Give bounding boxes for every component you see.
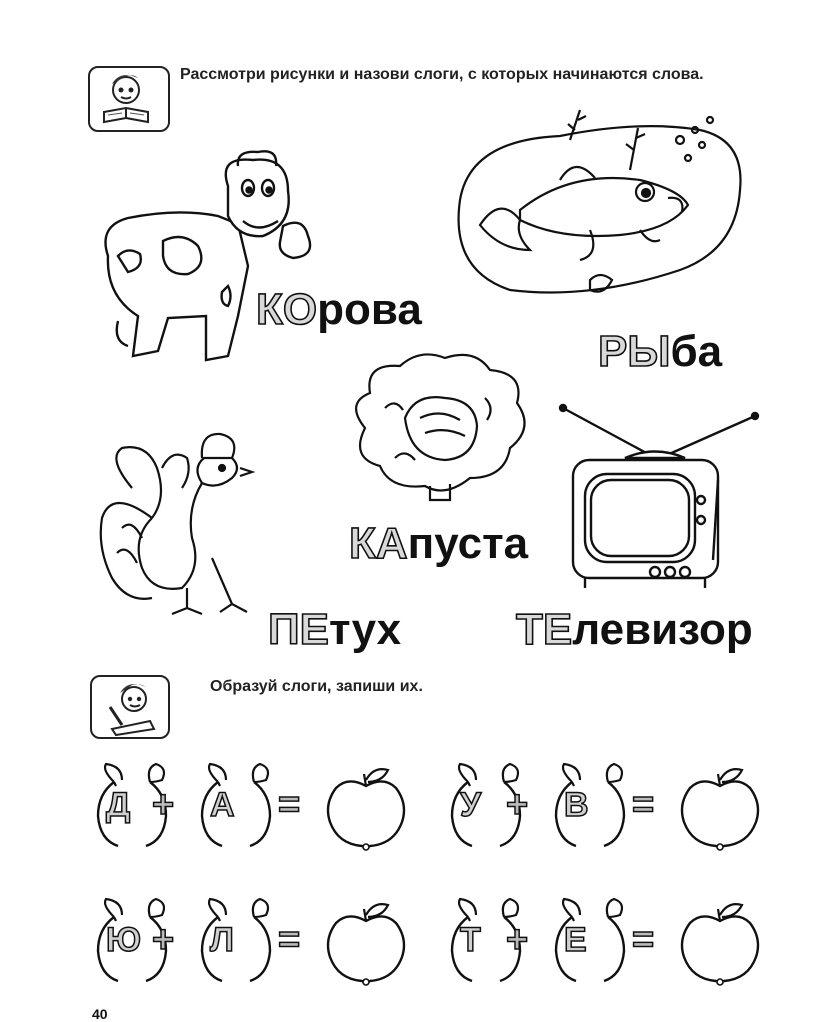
plus-sign: + xyxy=(152,919,175,961)
equals-sign: = xyxy=(632,919,655,961)
task1-icon-frame xyxy=(88,66,170,132)
syllable-ka: КА xyxy=(349,519,408,568)
cow-illustration xyxy=(88,146,318,371)
equation-row xyxy=(446,895,776,990)
tv-picture xyxy=(555,400,765,592)
equation-row xyxy=(446,760,776,855)
task2-instruction: Образуй слоги, запиши их. xyxy=(210,678,423,695)
page-number: 40 xyxy=(92,1006,108,1022)
answer-apple-icon[interactable] xyxy=(678,760,762,857)
fish-illustration xyxy=(440,100,750,305)
equation-row xyxy=(92,760,422,855)
letter-a: Т xyxy=(460,921,481,959)
plus-sign: + xyxy=(506,919,529,961)
letter-a: Ю xyxy=(106,921,142,959)
word-petukh xyxy=(268,605,402,654)
cow-picture xyxy=(88,146,318,371)
answer-apple-icon[interactable] xyxy=(324,895,408,992)
cabbage-picture xyxy=(345,348,535,503)
answer-apple-icon[interactable] xyxy=(678,895,762,992)
rooster-picture xyxy=(92,428,262,618)
word-kapusta xyxy=(349,519,529,568)
task2-icon-frame xyxy=(90,675,170,739)
letter-b: Е xyxy=(564,921,587,959)
syllable-ry: РЫ xyxy=(598,327,671,376)
letter-b: Л xyxy=(210,921,234,959)
letter-b: В xyxy=(564,786,589,824)
plus-sign: + xyxy=(506,784,529,826)
syllable-ko: КО xyxy=(256,285,318,334)
rest-rova: рова xyxy=(317,285,422,334)
equals-sign: = xyxy=(278,919,301,961)
boy-reading-icon xyxy=(90,68,168,130)
cabbage-illustration xyxy=(345,348,535,503)
syllable-te: ТЕ xyxy=(516,605,573,654)
letter-a: У xyxy=(460,786,482,824)
letter-a: Д xyxy=(106,786,131,824)
answer-apple-icon[interactable] xyxy=(324,760,408,857)
plus-sign: + xyxy=(152,784,175,826)
tv-illustration xyxy=(555,400,765,592)
rest-tukh: тух xyxy=(328,605,402,654)
word-televizor xyxy=(516,605,753,654)
rooster-illustration xyxy=(92,428,262,618)
task1-instruction: Рассмотри рисунки и назови слоги, с которых начинаются слова. xyxy=(180,66,704,83)
rest-pusta: пуста xyxy=(407,519,529,568)
equals-sign: = xyxy=(278,784,301,826)
equals-sign: = xyxy=(632,784,655,826)
rest-levizor: левизор xyxy=(572,605,753,654)
equation-row xyxy=(92,895,422,990)
boy-writing-icon xyxy=(92,677,168,737)
syllable-pe: ПЕ xyxy=(268,605,329,654)
rest-ba: ба xyxy=(670,327,723,376)
fish-picture xyxy=(440,100,750,305)
word-korova xyxy=(256,285,422,334)
letter-b: А xyxy=(210,786,235,824)
word-ryba xyxy=(598,327,723,376)
